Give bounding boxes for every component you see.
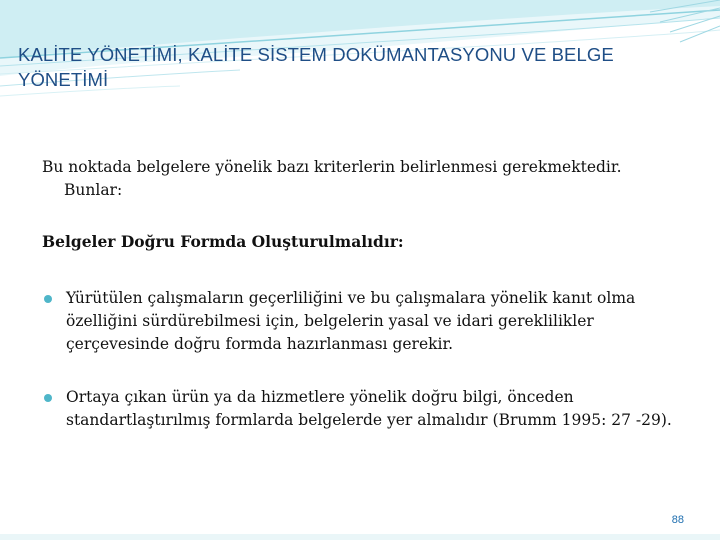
page-number: 88 (671, 514, 684, 526)
list-item (42, 386, 682, 432)
slide-title: KALİTE YÖNETİMİ, KALİTE SİSTEM DOKÜMANTASYONU VE BELGE YÖNETİMİ (18, 44, 614, 90)
bullet-list (42, 287, 682, 432)
intro-line-1: Bu noktada belgelere yönelik bazı kriterlerin belirlenmesi gerekmektedir. (42, 158, 622, 176)
footer-band (0, 534, 720, 540)
slide-content (42, 156, 682, 462)
bullet-text: Yürütülen çalışmaların geçerliliğini ve bu çalışmalara yönelik kanıt olma özelliğini sürdürebilmesi için, belgelerin yasal ve idari gereklilikler çerçevesinde doğru formda hazırlanması gerekir. (66, 289, 636, 353)
bullet-icon (44, 394, 52, 402)
intro-paragraph (42, 156, 682, 202)
intro-line-2: Bunlar: (64, 181, 123, 199)
subheading: Belgeler Doğru Formda Oluşturulmalıdır: (42, 232, 404, 251)
bullet-icon (44, 295, 52, 303)
bullet-text: Ortaya çıkan ürün ya da hizmetlere yönelik doğru bilgi, önceden standartlaştırılmış formlarda belgelerde yer almalıdır (Brumm 1995: 27 -29). (66, 388, 672, 429)
list-item (42, 287, 682, 356)
